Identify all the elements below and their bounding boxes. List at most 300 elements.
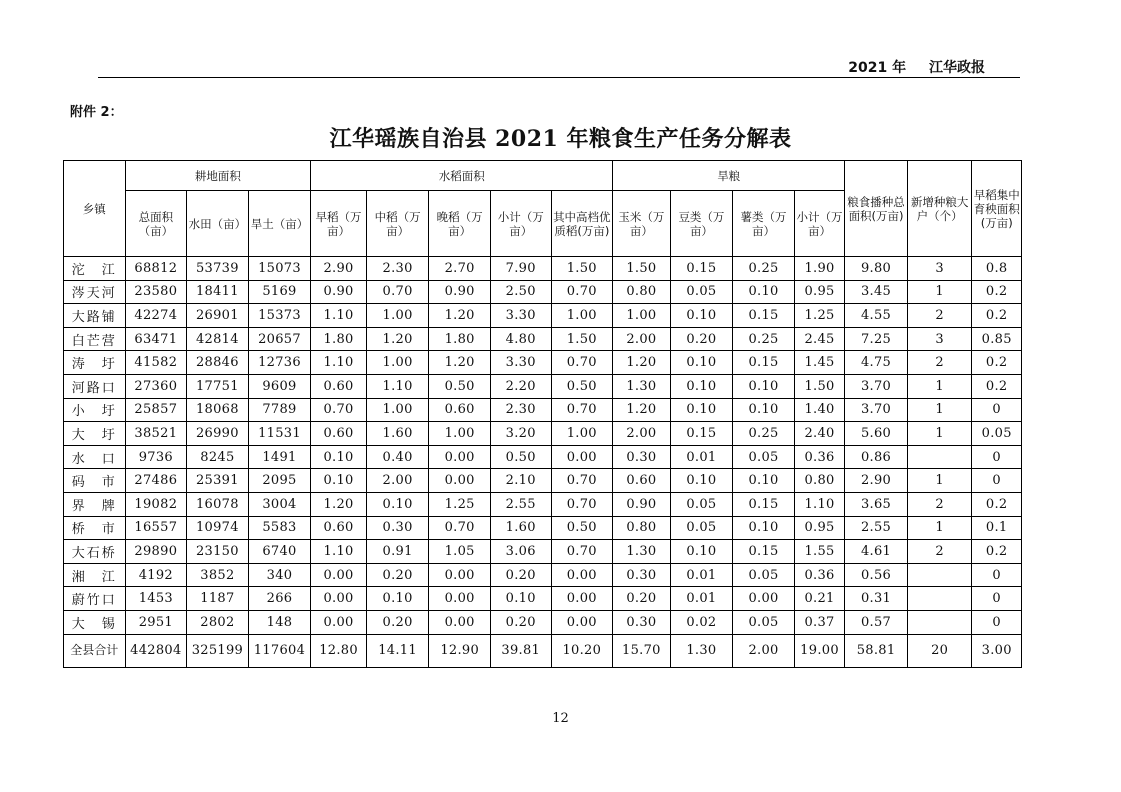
town-cell: 蔚竹口 [64,587,126,611]
table-row [64,280,1022,304]
value-cell: 0.05 [670,492,733,516]
value-cell: 8245 [187,445,249,469]
value-cell: 3.06 [490,540,551,564]
value-cell: 0.05 [670,516,733,540]
value-cell: 117604 [248,634,311,667]
value-cell: 0.70 [366,280,429,304]
value-cell: 0.10 [733,374,795,398]
header-seedling-area: 早稻集中育秧面积(万亩) [972,161,1022,257]
value-cell: 9.80 [845,257,908,281]
value-cell: 42274 [125,304,187,328]
town-cell: 水 口 [64,445,126,469]
value-cell: 0.80 [613,516,671,540]
value-cell: 12.90 [429,634,491,667]
town-cell: 桥 市 [64,516,126,540]
page-header [830,57,985,77]
value-cell: 15373 [248,304,311,328]
value-cell: 0.50 [429,374,491,398]
value-cell: 325199 [187,634,249,667]
value-cell: 1187 [187,587,249,611]
value-cell: 1.00 [551,422,613,446]
header-dry-group: 旱粮 [613,161,845,191]
table-row [64,516,1022,540]
value-cell: 1 [907,280,972,304]
value-cell: 1.10 [311,304,367,328]
value-cell: 10.20 [551,634,613,667]
value-cell: 1.10 [794,492,844,516]
value-cell: 0.85 [972,327,1022,351]
value-cell: 2.00 [613,327,671,351]
value-cell: 1 [907,516,972,540]
value-cell: 0.30 [613,563,671,587]
town-cell: 大路铺 [64,304,126,328]
value-cell: 53739 [187,257,249,281]
value-cell: 0.05 [670,280,733,304]
value-cell: 2951 [125,610,187,634]
value-cell: 0.50 [490,445,551,469]
value-cell: 1.00 [613,304,671,328]
town-cell: 涔天河 [64,280,126,304]
value-cell: 2 [907,492,972,516]
value-cell: 0.00 [429,469,491,493]
value-cell: 2802 [187,610,249,634]
value-cell: 0 [972,587,1022,611]
value-cell: 0.91 [366,540,429,564]
value-cell: 0.10 [366,587,429,611]
value-cell [907,587,972,611]
value-cell: 3.65 [845,492,908,516]
value-cell: 3.70 [845,374,908,398]
value-cell: 1.20 [311,492,367,516]
value-cell: 27486 [125,469,187,493]
value-cell: 0.90 [613,492,671,516]
value-cell: 5169 [248,280,311,304]
value-cell: 2.20 [490,374,551,398]
value-cell: 0.00 [551,563,613,587]
town-cell: 湘 江 [64,563,126,587]
value-cell: 0.1 [972,516,1022,540]
value-cell: 2.55 [845,516,908,540]
value-cell: 2.90 [845,469,908,493]
value-cell: 0 [972,469,1022,493]
value-cell: 3852 [187,563,249,587]
value-cell: 2.30 [366,257,429,281]
value-cell: 12.80 [311,634,367,667]
table-row [64,374,1022,398]
value-cell: 15.70 [613,634,671,667]
value-cell: 0.60 [311,422,367,446]
page-title: 江华瑶族自治县 2021 年粮食生产任务分解表 [329,126,792,152]
value-cell: 0.60 [613,469,671,493]
value-cell [907,610,972,634]
value-cell: 0.15 [733,304,795,328]
table-row [64,469,1022,493]
header-year: 2021 年 [848,60,907,76]
value-cell: 0.00 [551,587,613,611]
value-cell: 0.00 [311,563,367,587]
value-cell: 2.10 [490,469,551,493]
value-cell: 0.05 [733,610,795,634]
value-cell: 0.10 [670,540,733,564]
header-farmland-group: 耕地面积 [125,161,311,191]
value-cell: 0.2 [972,492,1022,516]
value-cell: 17751 [187,374,249,398]
table-row [64,587,1022,611]
table-row [64,610,1022,634]
value-cell: 41582 [125,351,187,375]
value-cell: 0.10 [366,492,429,516]
value-cell: 0.20 [366,610,429,634]
value-cell: 0.05 [733,445,795,469]
table-row [64,563,1022,587]
value-cell: 0.00 [429,563,491,587]
value-cell: 0.60 [311,374,367,398]
value-cell: 1.10 [311,351,367,375]
value-cell: 1.00 [551,304,613,328]
header-total-area: 总面积（亩） [125,191,187,257]
value-cell: 3 [907,257,972,281]
header-grain-total: 粮食播种总面积(万亩) [845,161,908,257]
value-cell: 0.70 [551,469,613,493]
value-cell: 0.20 [366,563,429,587]
value-cell: 1.60 [366,422,429,446]
total-row [64,634,1022,667]
value-cell: 1.50 [551,327,613,351]
value-cell: 0.25 [733,422,795,446]
table-row [64,351,1022,375]
value-cell: 0.01 [670,587,733,611]
value-cell: 0.10 [670,304,733,328]
table-row [64,304,1022,328]
header-town: 乡镇 [64,161,126,257]
value-cell: 27360 [125,374,187,398]
value-cell: 42814 [187,327,249,351]
value-cell: 1.50 [613,257,671,281]
value-cell: 0.05 [733,563,795,587]
value-cell: 0.70 [551,540,613,564]
value-cell: 1.00 [366,351,429,375]
value-cell: 0.15 [733,540,795,564]
value-cell: 5.60 [845,422,908,446]
value-cell: 148 [248,610,311,634]
town-cell: 码 市 [64,469,126,493]
value-cell: 1.20 [366,327,429,351]
value-cell: 0.70 [551,398,613,422]
value-cell: 0.02 [670,610,733,634]
value-cell: 4.80 [490,327,551,351]
value-cell: 12736 [248,351,311,375]
value-cell: 0.20 [670,327,733,351]
value-cell: 1 [907,422,972,446]
value-cell: 25857 [125,398,187,422]
value-cell: 0.00 [551,610,613,634]
value-cell: 1.30 [670,634,733,667]
value-cell: 3 [907,327,972,351]
value-cell: 3.20 [490,422,551,446]
value-cell: 1.40 [794,398,844,422]
value-cell: 0.90 [429,280,491,304]
value-cell: 0.10 [490,587,551,611]
value-cell: 39.81 [490,634,551,667]
value-cell: 10974 [187,516,249,540]
town-cell: 大石桥 [64,540,126,564]
value-cell: 0.00 [311,587,367,611]
value-cell: 1.00 [429,422,491,446]
value-cell: 3.30 [490,351,551,375]
value-cell: 0.15 [733,492,795,516]
header-late-rice: 晚稻（万亩） [429,191,491,257]
value-cell: 0.57 [845,610,908,634]
table-row [64,492,1022,516]
value-cell: 0.01 [670,563,733,587]
town-cell: 河路口 [64,374,126,398]
header-paddy: 水田（亩） [187,191,249,257]
town-cell: 全县合计 [64,634,126,667]
value-cell: 0.10 [670,374,733,398]
value-cell: 1453 [125,587,187,611]
value-cell: 58.81 [845,634,908,667]
value-cell: 2.00 [733,634,795,667]
value-cell: 1.50 [551,257,613,281]
value-cell: 1.20 [613,351,671,375]
value-cell: 1.30 [613,540,671,564]
value-cell: 1.20 [429,351,491,375]
value-cell: 0.25 [733,257,795,281]
town-cell: 沱 江 [64,257,126,281]
value-cell: 0.2 [972,280,1022,304]
value-cell: 2 [907,540,972,564]
header-rule [98,77,1020,78]
value-cell: 1.25 [794,304,844,328]
grain-task-table [63,160,1022,668]
value-cell: 1.10 [366,374,429,398]
value-cell: 0.01 [670,445,733,469]
value-cell: 4.61 [845,540,908,564]
value-cell: 0.50 [551,516,613,540]
value-cell: 9736 [125,445,187,469]
value-cell: 3.70 [845,398,908,422]
header-quality-rice: 其中高档优质稻(万亩) [551,191,613,257]
value-cell: 266 [248,587,311,611]
header-mid-rice: 中稻（万亩） [366,191,429,257]
value-cell: 0.80 [794,469,844,493]
value-cell: 1491 [248,445,311,469]
value-cell: 4.55 [845,304,908,328]
value-cell: 2095 [248,469,311,493]
value-cell: 0.00 [429,610,491,634]
town-cell: 小 圩 [64,398,126,422]
table-row [64,445,1022,469]
header-tubers: 薯类（万亩） [733,191,795,257]
value-cell: 19082 [125,492,187,516]
value-cell: 7.90 [490,257,551,281]
value-cell: 29890 [125,540,187,564]
table-row [64,398,1022,422]
value-cell: 2.50 [490,280,551,304]
value-cell: 1.55 [794,540,844,564]
value-cell: 1.20 [429,304,491,328]
value-cell: 6740 [248,540,311,564]
header-rice-subtotal: 小计（万亩） [490,191,551,257]
value-cell: 19.00 [794,634,844,667]
value-cell: 0.00 [429,587,491,611]
value-cell: 0.80 [613,280,671,304]
value-cell: 1.00 [366,398,429,422]
value-cell: 16557 [125,516,187,540]
table-row [64,257,1022,281]
value-cell: 2.45 [794,327,844,351]
value-cell: 1.45 [794,351,844,375]
attachment-label: 附件 2： [70,105,123,120]
value-cell: 1.10 [311,540,367,564]
value-cell: 0 [972,563,1022,587]
value-cell: 9609 [248,374,311,398]
value-cell: 0 [972,445,1022,469]
value-cell: 0.60 [429,398,491,422]
value-cell: 0.30 [613,445,671,469]
value-cell: 3.00 [972,634,1022,667]
value-cell: 0.00 [429,445,491,469]
value-cell: 0 [972,398,1022,422]
value-cell: 2.00 [613,422,671,446]
value-cell: 11531 [248,422,311,446]
header-rice-group: 水稻面积 [311,161,613,191]
table-body [64,257,1022,668]
value-cell: 0.8 [972,257,1022,281]
value-cell: 0.10 [733,280,795,304]
value-cell: 0.10 [733,516,795,540]
town-cell: 大 锡 [64,610,126,634]
value-cell: 3004 [248,492,311,516]
value-cell: 0.2 [972,374,1022,398]
header-publication: 江华政报 [929,60,985,76]
value-cell: 23580 [125,280,187,304]
value-cell: 0.20 [490,610,551,634]
value-cell: 3.30 [490,304,551,328]
town-cell: 大 圩 [64,422,126,446]
value-cell: 0.36 [794,445,844,469]
value-cell: 0.95 [794,280,844,304]
value-cell: 0 [972,610,1022,634]
value-cell: 0.60 [311,516,367,540]
value-cell: 15073 [248,257,311,281]
value-cell: 0.00 [551,445,613,469]
value-cell: 442804 [125,634,187,667]
value-cell: 340 [248,563,311,587]
value-cell: 1.80 [429,327,491,351]
value-cell: 2.70 [429,257,491,281]
value-cell: 0.10 [670,469,733,493]
value-cell: 1 [907,398,972,422]
value-cell: 0.70 [311,398,367,422]
header-corn: 玉米（万亩） [613,191,671,257]
value-cell: 4.75 [845,351,908,375]
header-dry-subtotal: 小计（万亩） [794,191,844,257]
value-cell: 0.15 [670,422,733,446]
value-cell: 23150 [187,540,249,564]
value-cell: 0.10 [311,445,367,469]
value-cell [907,563,972,587]
value-cell: 0.70 [429,516,491,540]
value-cell: 0.37 [794,610,844,634]
table-row [64,540,1022,564]
value-cell: 1.50 [794,374,844,398]
value-cell: 1 [907,374,972,398]
value-cell: 7789 [248,398,311,422]
page-number: 12 [552,711,569,726]
value-cell: 0.70 [551,351,613,375]
value-cell: 0.10 [670,351,733,375]
value-cell: 0.50 [551,374,613,398]
value-cell: 18068 [187,398,249,422]
value-cell: 1.00 [366,304,429,328]
value-cell: 18411 [187,280,249,304]
value-cell: 1 [907,469,972,493]
value-cell: 16078 [187,492,249,516]
value-cell: 20657 [248,327,311,351]
value-cell: 0.31 [845,587,908,611]
value-cell: 0.90 [311,280,367,304]
value-cell: 0.10 [670,398,733,422]
value-cell: 0.20 [490,563,551,587]
value-cell: 0.2 [972,540,1022,564]
town-cell: 涛 圩 [64,351,126,375]
value-cell: 1.05 [429,540,491,564]
value-cell: 0.00 [733,587,795,611]
value-cell: 28846 [187,351,249,375]
town-cell: 白芒营 [64,327,126,351]
value-cell: 2.30 [490,398,551,422]
value-cell: 1.30 [613,374,671,398]
header-beans: 豆类（万亩） [670,191,733,257]
value-cell: 0.40 [366,445,429,469]
value-cell: 0.15 [733,351,795,375]
value-cell: 1.60 [490,516,551,540]
table-row [64,327,1022,351]
value-cell: 0.95 [794,516,844,540]
value-cell: 2.90 [311,257,367,281]
value-cell: 1.90 [794,257,844,281]
value-cell: 1.25 [429,492,491,516]
value-cell: 0.30 [366,516,429,540]
value-cell: 0.10 [733,398,795,422]
value-cell: 14.11 [366,634,429,667]
value-cell: 0.70 [551,280,613,304]
value-cell: 3.45 [845,280,908,304]
value-cell: 0.70 [551,492,613,516]
value-cell: 0.05 [972,422,1022,446]
value-cell: 0.2 [972,351,1022,375]
value-cell: 26990 [187,422,249,446]
value-cell: 0.36 [794,563,844,587]
value-cell: 0.25 [733,327,795,351]
town-cell: 界 牌 [64,492,126,516]
value-cell: 0.15 [670,257,733,281]
header-early-rice: 早稻（万亩） [311,191,367,257]
value-cell: 0.10 [733,469,795,493]
value-cell: 1.20 [613,398,671,422]
value-cell: 38521 [125,422,187,446]
table-row [64,422,1022,446]
value-cell: 1.80 [311,327,367,351]
header-new-growers: 新增种粮大户（个） [907,161,972,257]
value-cell: 4192 [125,563,187,587]
value-cell: 0.21 [794,587,844,611]
value-cell: 63471 [125,327,187,351]
value-cell: 5583 [248,516,311,540]
value-cell: 0.20 [613,587,671,611]
value-cell: 2 [907,351,972,375]
